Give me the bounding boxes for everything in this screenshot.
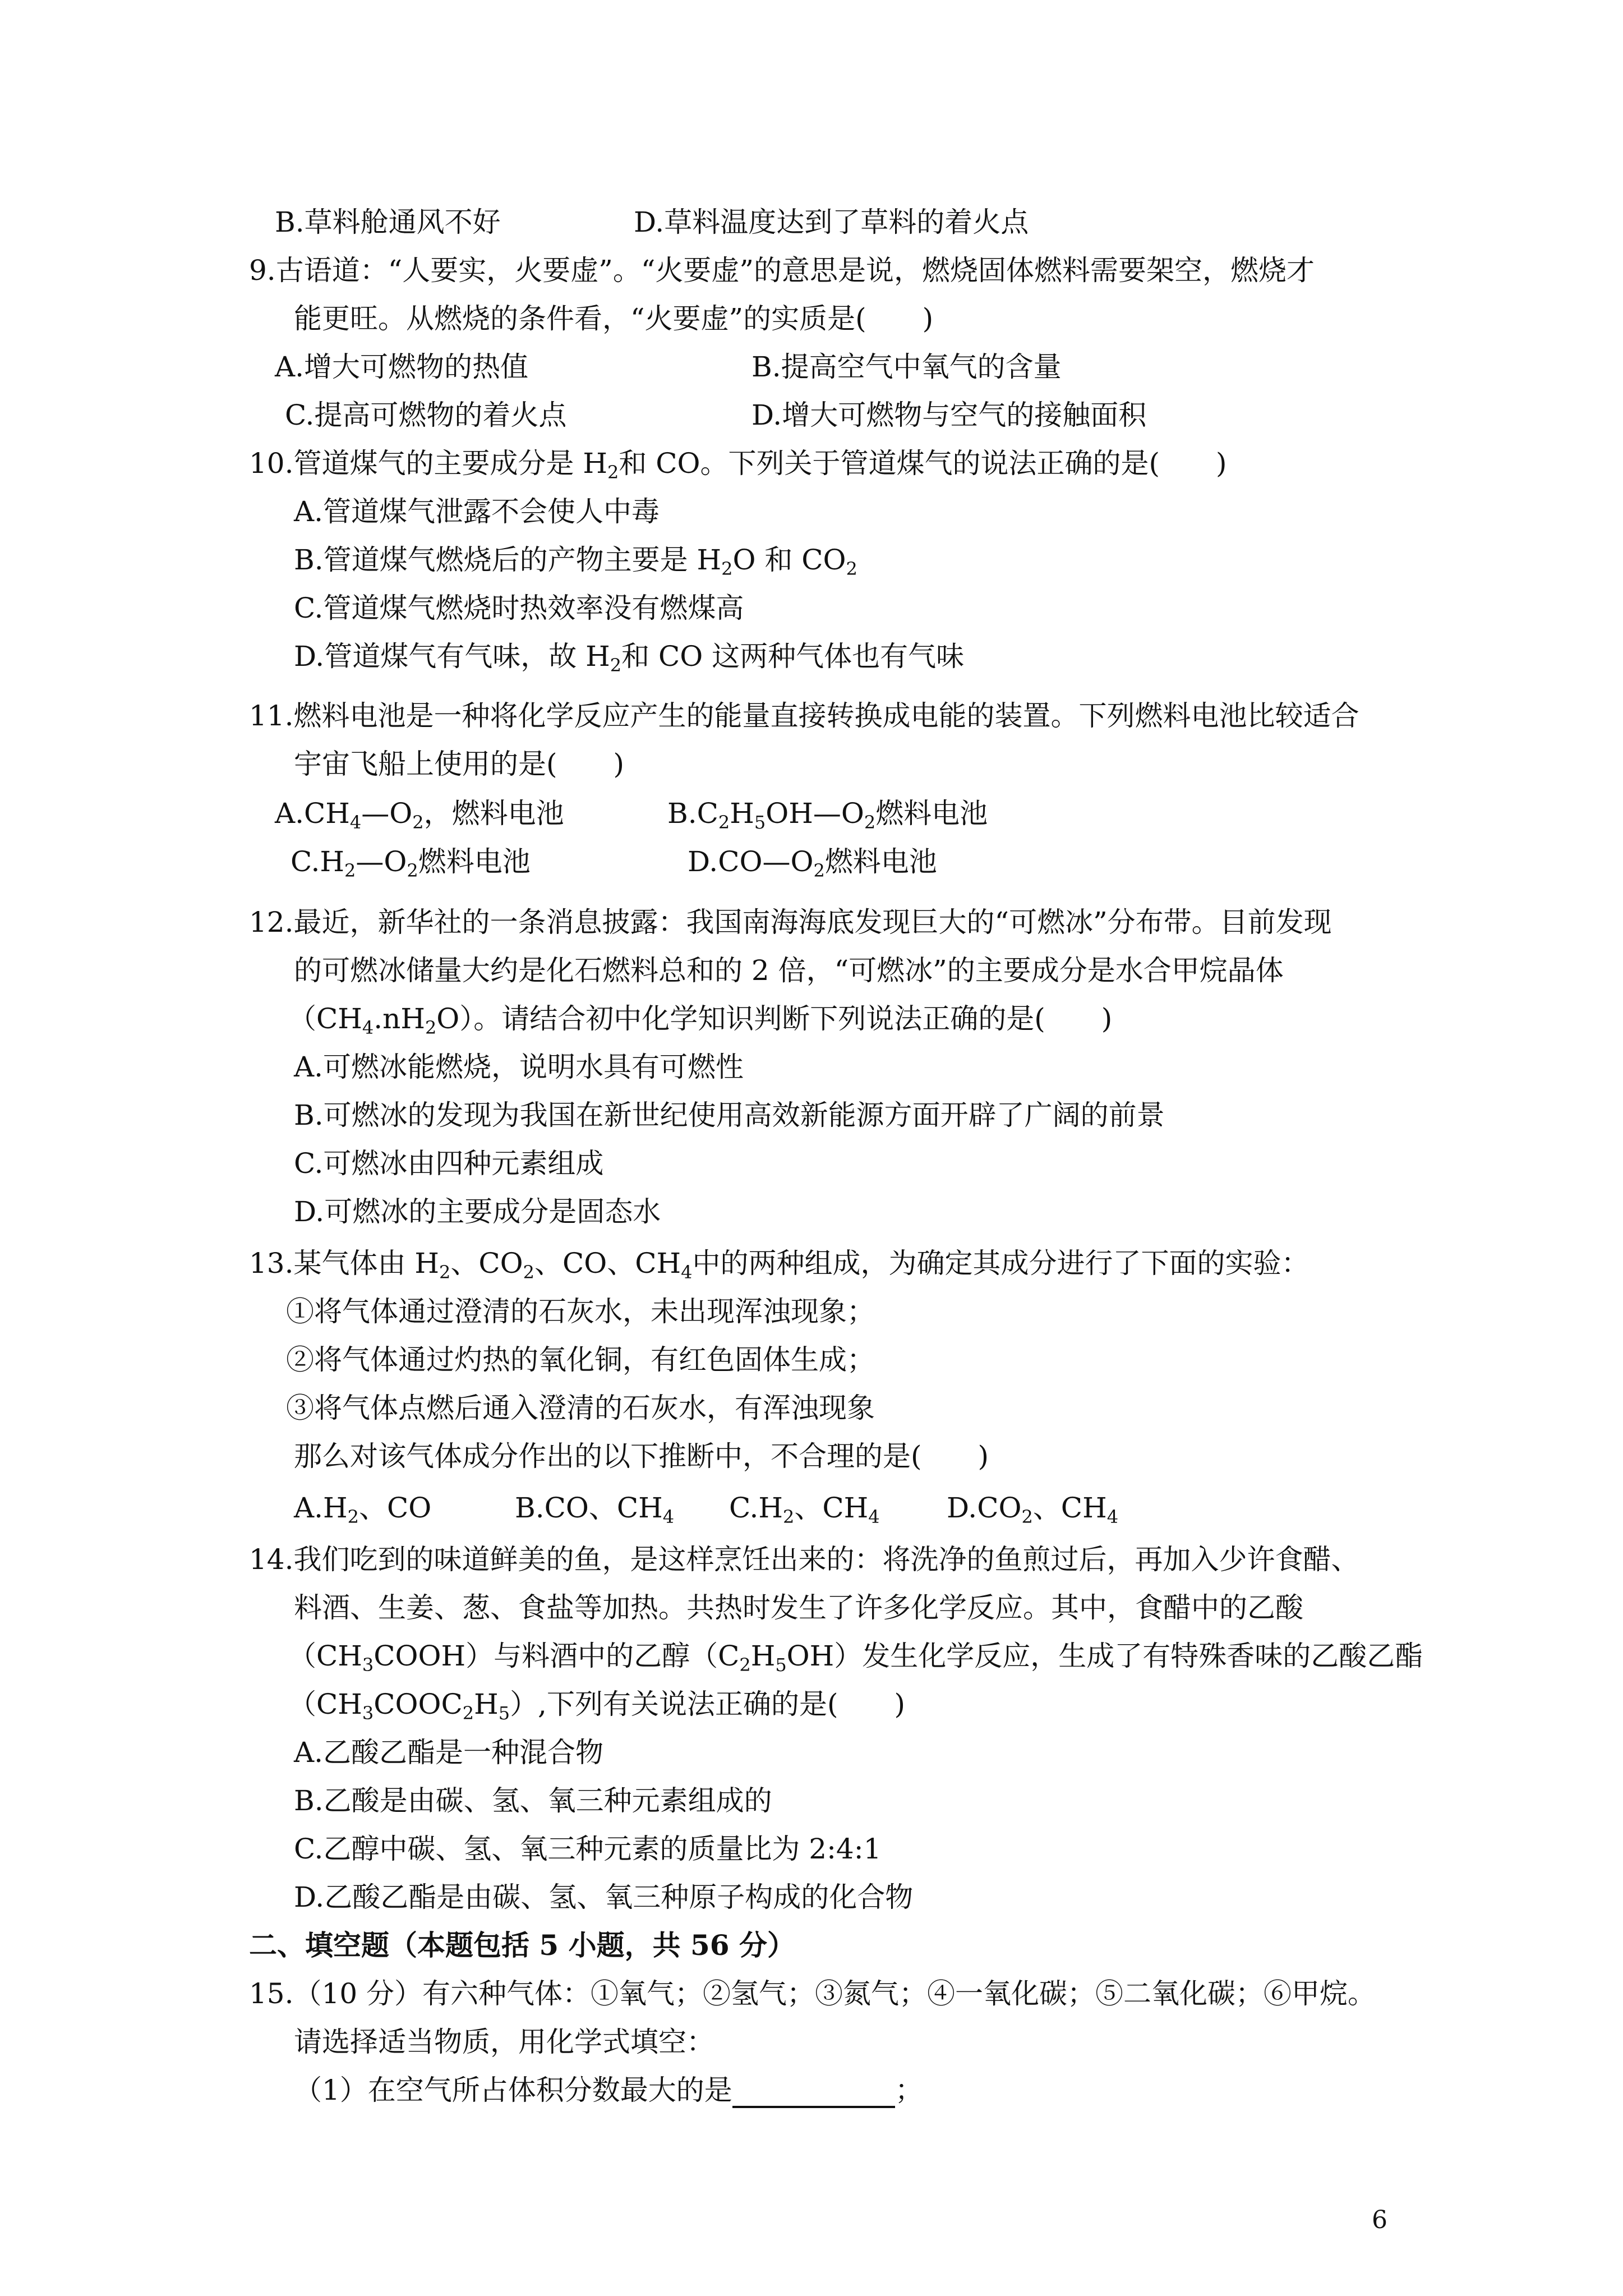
q14-stem-line4: $(CH_3COOC_2H_5)$,下列有关说法正确的是( ) [288, 1688, 905, 1724]
q13-step-1: ①将气体通过澄清的石灰水，未出现浑浊现象； [286, 1295, 875, 1328]
q11-stem-line1: 11.燃料电池是一种将化学反应产生的能量直接转换成电能的装置。下列燃料电池比较适合 [249, 700, 1359, 732]
q11-option-d: $D.CO—O_2$燃料电池 [688, 845, 937, 881]
q10-option-a: A.管道煤气泄露不会使人中毒 [294, 495, 660, 528]
q13-option-a: $A.H_2$、CO [294, 1492, 432, 1527]
q12-option-a: A.可燃冰能燃烧，说明水具有可燃性 [294, 1051, 744, 1083]
q9-option-b: B.提高空气中氧气的含量 [751, 351, 1062, 383]
q15-stem-line1: 15.（10 分）有六种气体：①氧气；②氢气；③氮气；④一氧化碳；⑤二氧化碳；⑥甲烷。 [249, 1977, 1376, 2010]
q10-option-d: D.管道煤气有气味，故 $H_2$和 CO 这两种气体也有气味 [294, 640, 965, 676]
q13-stem: 13.某气体由 $H_2$、$CO_2$、CO、$CH_4$中的两种组成，为确定其成分进行了下面的实验： [249, 1247, 1310, 1283]
q12-option-d: D.可燃冰的主要成分是固态水 [294, 1195, 661, 1228]
q14-option-a: A.乙酸乙酯是一种混合物 [294, 1736, 604, 1769]
q12-option-b: B.可燃冰的发现为我国在新世纪使用高效新能源方面开辟了广阔的前景 [294, 1099, 1165, 1131]
q11-option-b: $B.C_2H_5OH—O_2$燃料电池 [667, 797, 988, 833]
q14-option-b: B.乙酸是由碳、氢、氧三种元素组成的 [294, 1784, 772, 1817]
q9-stem-line2: 能更旺。从燃烧的条件看，“火要虚”的实质是( ) [294, 302, 934, 335]
q13-step-3: ③将气体点燃后通入澄清的石灰水，有浑浊现象 [286, 1392, 875, 1424]
page-number: 6 [1372, 2206, 1387, 2234]
q13-step-2: ②将气体通过灼热的氧化铜，有红色固体生成； [286, 1343, 875, 1376]
q14-option-d: D.乙酸乙酯是由碳、氢、氧三种原子构成的化合物 [294, 1881, 914, 1913]
q14-stem-line3: $(CH_3COOH)$与料酒中的乙醇$(C_2H_5OH)$发生化学反应，生成了有特殊香味的乙酸乙酯 [288, 1640, 1423, 1676]
q13-question: 那么对该气体成分作出的以下推断中，不合理的是( ) [294, 1440, 989, 1473]
section-heading-fill-in: 二、填空题（本题包括 5 小题，共 56 分） [249, 1929, 795, 1962]
q13-option-d: $D.CO_2$、$CH_4$ [947, 1492, 1119, 1527]
q10-option-b: B.管道煤气燃烧后的产物主要是 $H_2O$ 和 $CO_2$ [294, 544, 857, 579]
q8-option-d: D.草料温度达到了草料的着火点 [634, 206, 1029, 238]
q14-option-c: C.乙醇中碳、氢、氧三种元素的质量比为 2:4:1 [294, 1833, 882, 1865]
q11-option-c: $C.H_2—O_2$燃料电池 [291, 845, 531, 881]
q12-stem-line2: 的可燃冰储量大约是化石燃料总和的 2 倍，“可燃冰”的主要成分是水合甲烷晶体 [294, 954, 1284, 987]
q8-option-b: B.草料舱通风不好 [275, 206, 501, 238]
q13-option-c: $C.H_2$、$CH_4$ [729, 1492, 880, 1527]
answer-blank[interactable] [732, 2077, 895, 2108]
q9-option-d: D.增大可燃物与空气的接触面积 [751, 399, 1147, 431]
q10-stem: 10.管道煤气的主要成分是 $H_2$和 CO。下列关于管道煤气的说法正确的是( ) [249, 447, 1227, 483]
q14-stem-line1: 14.我们吃到的味道鲜美的鱼，是这样烹饪出来的：将洗净的鱼煎过后，再加入少许食醋、 [249, 1543, 1359, 1576]
q11-option-a: $A.CH_4—O_2$，燃料电池 [275, 797, 564, 833]
q12-option-c: C.可燃冰由四种元素组成 [294, 1147, 604, 1180]
q12-stem-line3: $(CH_4.nH_2O)$。请结合初中化学知识判断下列说法正确的是( ) [288, 1002, 1113, 1038]
q15-stem-line2: 请选择适当物质，用化学式填空： [294, 2026, 714, 2058]
q9-option-c: C.提高可燃物的着火点 [285, 399, 567, 431]
q15-subquestion-1: （1）在空气所占体积分数最大的是 ； [294, 2072, 923, 2108]
q12-stem-line1: 12.最近，新华社的一条消息披露：我国南海海底发现巨大的“可燃冰”分布带。目前发现 [249, 906, 1332, 938]
q10-option-c: C.管道煤气燃烧时热效率没有燃煤高 [294, 592, 744, 624]
q9-stem-line1: 9.古语道：“人要实，火要虚”。“火要虚”的意思是说，燃烧固体燃料需要架空，燃烧才 [249, 254, 1315, 287]
q14-stem-line2: 料酒、生姜、葱、食盐等加热。共热时发生了许多化学反应。其中，食醋中的乙酸 [294, 1591, 1303, 1624]
q11-stem-line2: 宇宙飞船上使用的是( ) [294, 748, 625, 780]
q9-option-a: A.增大可燃物的热值 [275, 351, 529, 383]
q13-option-b: B.CO、$CH_4$ [515, 1492, 675, 1527]
